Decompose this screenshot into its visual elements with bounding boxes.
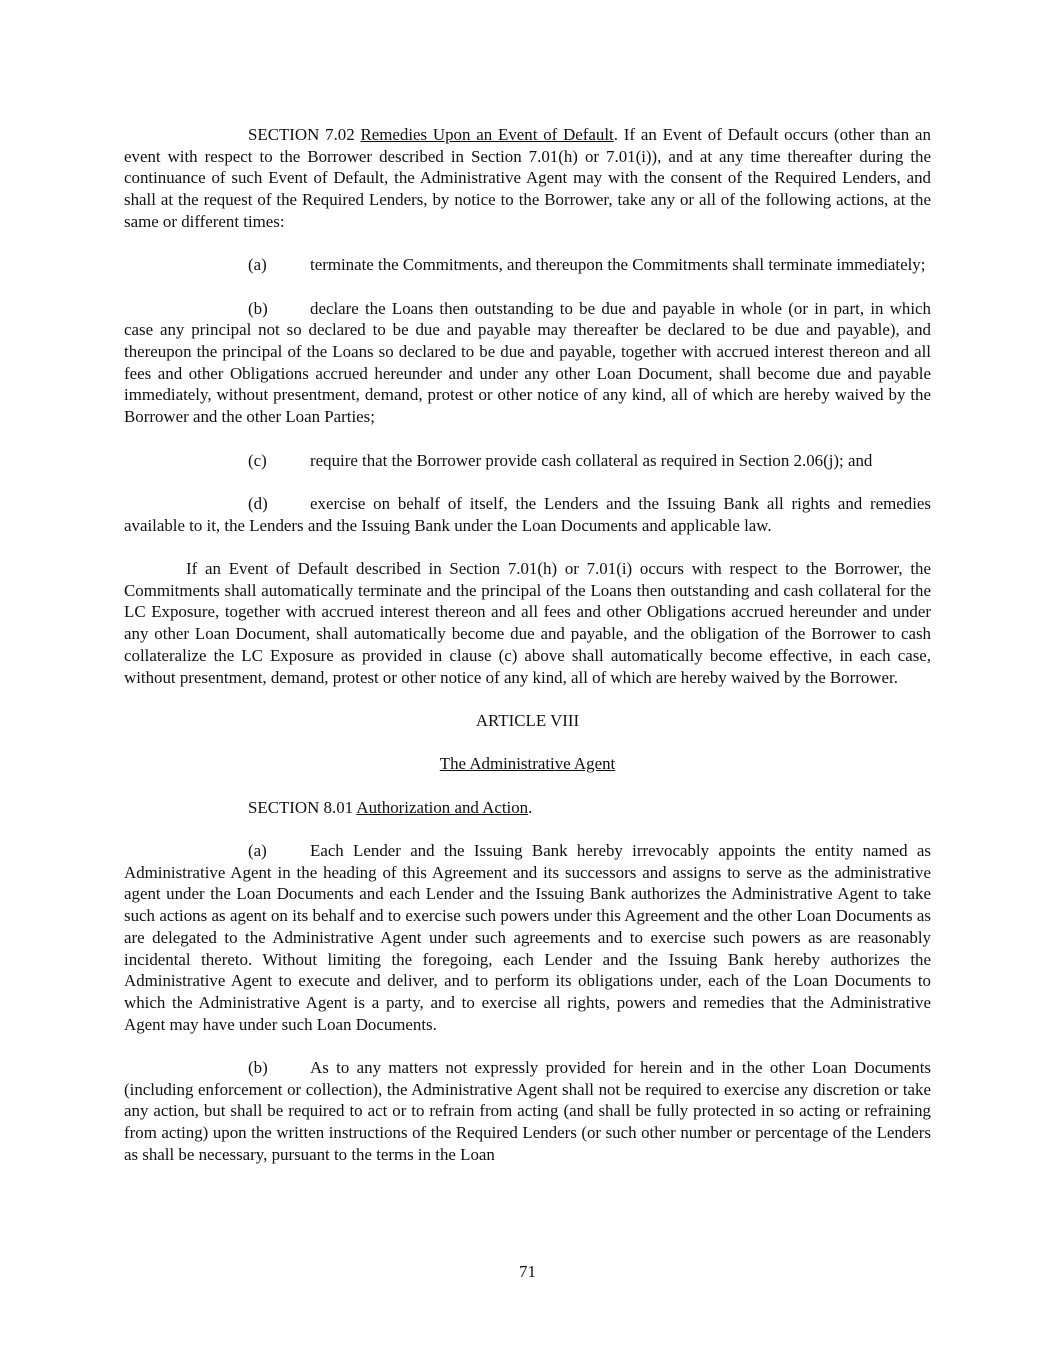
clause-text: declare the Loans then outstanding to be due and payable in whole (or in part, in which case any principal not so declared to be due and payable may thereafter be declared to be due and payable), and thereupon the principal of the Loans so declared to be due and payable, together with accrued interest thereon and all fees and other Obligations accrued hereunder and under any other Loan Document, shall become due and payable immediately, without presentment, demand, protest or other notice of any kind, all of which are hereby waived by the Borrower and the other Loan Parties; xyxy=(124,298,931,427)
article-heading: ARTICLE VIII xyxy=(475,710,580,730)
clause-label: (d) xyxy=(248,493,268,513)
clause-7-02-a xyxy=(124,254,931,276)
article-title-text: The Administrative Agent xyxy=(439,754,616,774)
clause-label: (a) xyxy=(248,255,267,275)
clause-7-02-d xyxy=(124,493,931,536)
clause-text: Each Lender and the Issuing Bank hereby irrevocably appoints the entity named as Administrative Agent in the heading of this Agreement and its successors and assigns to serve as the administrative agent under the Loan Documents and each Lender and the Issuing Bank authorizes the Administrative Agent to take such actions as agent on its behalf and to exercise such powers under this Agreement and the other Loan Documents as are delegated to the Administrative Agent under such agreements and to exercise such powers as are reasonably incidental thereto. Without limiting the foregoing, each Lender and the Issuing Bank hereby authorizes the Administrative Agent to execute and deliver, and to perform its obligations under, each of the Loan Documents to which the Administrative Agent is a party, and to exercise all rights, powers and remedies that the Administrative Agent may have under such Loan Documents. xyxy=(124,841,931,1034)
page-number: 71 xyxy=(519,1262,536,1281)
clause-7-02-b xyxy=(124,298,931,428)
section-7-02-title: Remedies Upon an Event of Default xyxy=(360,125,614,144)
section-8-01-suffix: . xyxy=(528,797,533,817)
section-8-01-heading xyxy=(124,797,931,819)
clause-8-01-b xyxy=(124,1057,931,1166)
clause-label: (b) xyxy=(248,298,268,318)
clause-text: As to any matters not expressly provided for herein and in the other Loan Documents (including enforcement or collection), the Administrative Agent shall not be required to exercise any discretion or take any action, but shall be required to act or to refrain from acting (and shall be fully protected in so acting or refraining from acting) upon the written instructions of the Required Lenders (or such other number or percentage of the Lenders as shall be necessary, pursuant to the terms in the Loan xyxy=(124,1058,931,1164)
automatic-default-paragraph: If an Event of Default described in Section 7.01(h) or 7.01(i) occurs with respect to the Borrower, the Commitments shall automatically terminate and the principal of the Loans then outstanding and cash collateral for the LC Exposure, together with accrued interest thereon and all fees and other Obligations accrued hereunder and under any other Loan Document, shall automatically become due and payable, and the obligation of the Borrower to cash collateralize the LC Exposure as provided in clause (c) above shall automatically become effective, in each case, without presentment, demand, protest or other notice of any kind, all of which are hereby waived by the Borrower. xyxy=(124,558,931,687)
clause-label: (c) xyxy=(248,450,267,470)
clause-label: (b) xyxy=(248,1058,268,1078)
clause-text: exercise on behalf of itself, the Lenders and the Issuing Bank all rights and remedies available to it, the Lenders and the Issuing Bank under the Loan Documents and applicable law. xyxy=(124,493,931,535)
clause-8-01-a xyxy=(124,840,931,1035)
section-7-02-paragraph xyxy=(124,124,931,233)
article-title xyxy=(124,753,931,775)
section-7-02-number: SECTION 7.02 xyxy=(248,125,355,144)
clause-7-02-c xyxy=(124,450,931,472)
section-7-02-body: . If an Event of Default occurs (other than an event with respect to the Borrower described in Section 7.01(h) or 7.01(i)), and at any time thereafter during the continuance of such Event of Default, the Administrative Agent may with the consent of the Required Lenders, and shall at the request of the Required Lenders, by notice to the Borrower, take any or all of the following actions, at the same or different times: xyxy=(124,125,931,231)
section-8-01-title: Authorization and Action xyxy=(356,797,529,817)
section-8-01-number: SECTION 8.01 xyxy=(248,797,354,817)
document-page xyxy=(124,124,931,1166)
clause-label: (a) xyxy=(248,841,267,861)
clause-text: terminate the Commitments, and thereupon the Commitments shall terminate immediately; xyxy=(310,255,926,275)
clause-text: require that the Borrower provide cash collateral as required in Section 2.06(j); and xyxy=(310,450,873,470)
